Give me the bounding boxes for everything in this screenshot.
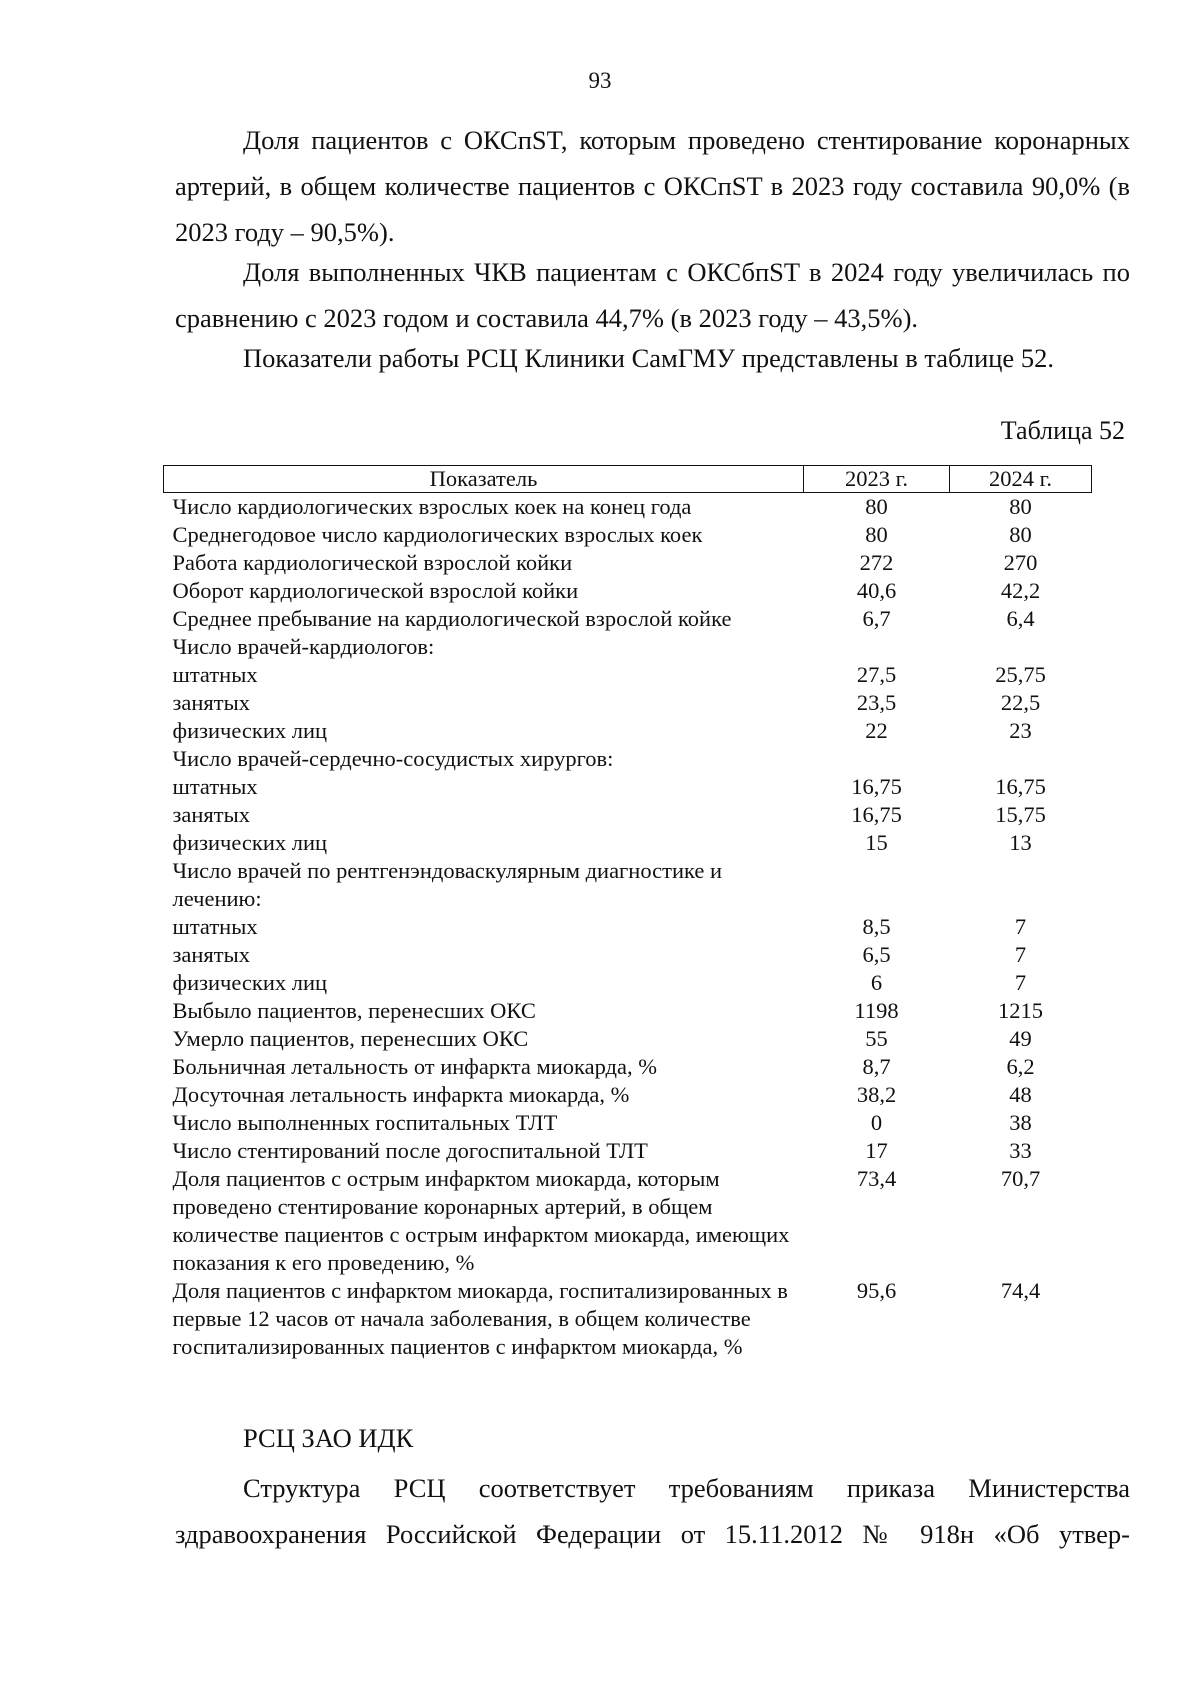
table-row xyxy=(164,1165,1092,1277)
row-indicator-cell: Доля пациентов с инфарктом миокарда, госпитализированных в первые 12 часов от начала заболевания, в общем количестве госпитализированных пациентов с инфарктом миокарда, % xyxy=(172,1278,788,1359)
row-2024-cell xyxy=(950,745,1092,773)
table-caption: Таблица 52 xyxy=(1000,416,1125,445)
row-2024-cell: 33 xyxy=(1009,1138,1032,1163)
row-indicator-cell: физических лиц xyxy=(172,718,328,743)
row-indicator-cell: Число выполненных госпитальных ТЛТ xyxy=(172,1110,558,1135)
row-2023-cell: 95,6 xyxy=(856,1278,897,1303)
row-2023-cell: 6,7 xyxy=(862,606,891,631)
paragraph-1: Доля пациентов с ОКСпST, которым проведено стентирование коронарных артерий, в общем количестве пациентов с ОКСпST в 2023 году составила 90,0% (в 2023 году – 90,5%). xyxy=(175,125,1130,247)
row-indicator-cell: Выбыло пациентов, перенесших ОКС xyxy=(172,998,536,1023)
row-indicator-cell: занятых xyxy=(172,690,250,715)
row-2024-cell: 6,4 xyxy=(1006,606,1035,631)
row-2024-cell: 13 xyxy=(1009,830,1032,855)
section-heading: РСЦ ЗАО ИДК xyxy=(243,1423,414,1453)
paragraph-2: Доля выполненных ЧКВ пациентам с ОКСбпST в 2024 году увеличилась по сравнению с 2023 годом и составила 44,7% (в 2023 году – 43,5%). xyxy=(175,257,1130,333)
row-indicator-cell: Больничная летальность от инфаркта миокарда, % xyxy=(172,1054,657,1079)
row-2023-cell: 16,75 xyxy=(851,802,902,827)
row-2023-cell xyxy=(804,633,950,661)
table-row xyxy=(164,913,1092,941)
row-indicator-cell: занятых xyxy=(172,802,250,827)
table-header-row xyxy=(164,466,1092,493)
table-row xyxy=(164,717,1092,745)
row-2023-cell: 6 xyxy=(870,970,883,995)
row-2023-cell: 6,5 xyxy=(862,942,891,967)
row-2023-cell: 17 xyxy=(865,1138,888,1163)
table-body xyxy=(164,493,1092,1362)
row-indicator-cell: Оборот кардиологической взрослой койки xyxy=(172,578,579,603)
row-2023-cell: 38,2 xyxy=(856,1082,897,1107)
row-indicator-cell: физических лиц xyxy=(172,970,328,995)
page-number: 93 xyxy=(588,68,612,93)
row-indicator-cell: Число врачей по рентгенэндоваскулярным диагностике и лечению: xyxy=(172,858,723,911)
row-2023-cell: 8,7 xyxy=(862,1054,891,1079)
table-row xyxy=(164,1053,1092,1081)
row-2024-cell xyxy=(950,633,1092,661)
table-row xyxy=(164,1137,1092,1165)
row-2023-cell: 0 xyxy=(870,1110,883,1135)
table-row xyxy=(164,633,1092,661)
row-indicator-cell: штатных xyxy=(172,774,258,799)
row-2024-cell: 270 xyxy=(1003,550,1038,575)
row-2023-cell xyxy=(804,745,950,773)
row-2024-cell: 74,4 xyxy=(1000,1278,1041,1303)
row-2024-cell: 7 xyxy=(1014,914,1027,939)
row-indicator-cell: Работа кардиологической взрослой койки xyxy=(172,550,573,575)
table-row xyxy=(164,661,1092,689)
row-2024-cell: 6,2 xyxy=(1006,1054,1035,1079)
row-2023-cell: 15 xyxy=(865,830,888,855)
table-row xyxy=(164,773,1092,801)
row-2024-cell: 7 xyxy=(1014,970,1027,995)
row-2024-cell: 38 xyxy=(1009,1110,1032,1135)
row-2024-cell: 49 xyxy=(1009,1026,1032,1051)
table-row xyxy=(164,997,1092,1025)
row-2023-cell: 272 xyxy=(859,550,894,575)
row-2023-cell: 27,5 xyxy=(856,662,897,687)
row-2024-cell: 48 xyxy=(1009,1082,1032,1107)
row-2023-cell: 22 xyxy=(865,718,888,743)
row-2024-cell: 70,7 xyxy=(1000,1166,1041,1191)
header-2024: 2024 г. xyxy=(950,466,1092,493)
indicators-table xyxy=(163,465,1092,1361)
row-2023-cell: 16,75 xyxy=(851,774,902,799)
header-indicator: Показатель xyxy=(164,466,804,493)
row-indicator-cell: физических лиц xyxy=(172,830,328,855)
paragraph-3: Показатели работы РСЦ Клиники СамГМУ представлены в таблице 52. xyxy=(243,343,1054,373)
row-2024-cell: 25,75 xyxy=(995,662,1046,687)
table-row xyxy=(164,1109,1092,1137)
row-2024-cell: 80 xyxy=(1009,522,1032,547)
row-2024-cell xyxy=(950,857,1092,913)
row-2023-cell xyxy=(804,857,950,913)
row-2024-cell: 42,2 xyxy=(1000,578,1041,603)
header-2023: 2023 г. xyxy=(804,466,950,493)
table-row xyxy=(164,689,1092,717)
row-indicator-cell: занятых xyxy=(172,942,250,967)
row-indicator-cell: Число врачей-сердечно-сосудистых хирургов: xyxy=(172,746,614,771)
table-row xyxy=(164,801,1092,829)
table-row xyxy=(164,941,1092,969)
table-row xyxy=(164,1277,1092,1361)
row-2024-cell: 23 xyxy=(1009,718,1032,743)
row-2023-cell: 55 xyxy=(865,1026,888,1051)
table-row xyxy=(164,857,1092,913)
paragraph-4: Структура РСЦ соответствует требованиям приказа Министерства здравоохранения Российской Федерации от 15.11.2012 № 918н «Об утвер- xyxy=(175,1473,1130,1549)
table-row xyxy=(164,829,1092,857)
table-row xyxy=(164,745,1092,773)
row-indicator-cell: Досуточная летальность инфаркта миокарда, % xyxy=(172,1082,630,1107)
row-indicator-cell: Число кардиологических взрослых коек на конец года xyxy=(172,494,692,519)
row-2023-cell: 80 xyxy=(865,494,888,519)
row-indicator-cell: штатных xyxy=(172,662,258,687)
row-2023-cell: 73,4 xyxy=(856,1166,897,1191)
row-indicator-cell: Умерло пациентов, перенесших ОКС xyxy=(172,1026,529,1051)
row-indicator-cell: Число врачей-кардиологов: xyxy=(172,634,435,659)
table-row xyxy=(164,577,1092,605)
row-2023-cell: 40,6 xyxy=(856,578,897,603)
row-2024-cell: 16,75 xyxy=(995,774,1046,799)
row-2023-cell: 8,5 xyxy=(862,914,891,939)
table-row xyxy=(164,605,1092,633)
row-2024-cell: 7 xyxy=(1014,942,1027,967)
row-2023-cell: 1198 xyxy=(854,998,899,1023)
row-2024-cell: 15,75 xyxy=(995,802,1046,827)
row-indicator-cell: Среднее пребывание на кардиологической взрослой койке xyxy=(172,606,732,631)
row-indicator-cell: Среднегодовое число кардиологических взрослых коек xyxy=(172,522,703,547)
table-row xyxy=(164,1081,1092,1109)
row-2023-cell: 80 xyxy=(865,522,888,547)
row-2024-cell: 80 xyxy=(1009,494,1032,519)
table-row xyxy=(164,969,1092,997)
row-indicator-cell: Доля пациентов с острым инфарктом миокарда, которым проведено стентирование коронарных артерий, в общем количестве пациентов с острым инфарктом миокарда, имеющих показания к его проведению, % xyxy=(172,1166,790,1275)
row-indicator-cell: штатных xyxy=(172,914,258,939)
table-row xyxy=(164,521,1092,549)
row-2023-cell: 23,5 xyxy=(856,690,897,715)
table-row xyxy=(164,549,1092,577)
row-2024-cell: 22,5 xyxy=(1000,690,1041,715)
table-row xyxy=(164,493,1092,522)
row-indicator-cell: Число стентирований после догоспитальной ТЛТ xyxy=(172,1138,648,1163)
row-2024-cell: 1215 xyxy=(998,998,1043,1023)
table-row xyxy=(164,1025,1092,1053)
